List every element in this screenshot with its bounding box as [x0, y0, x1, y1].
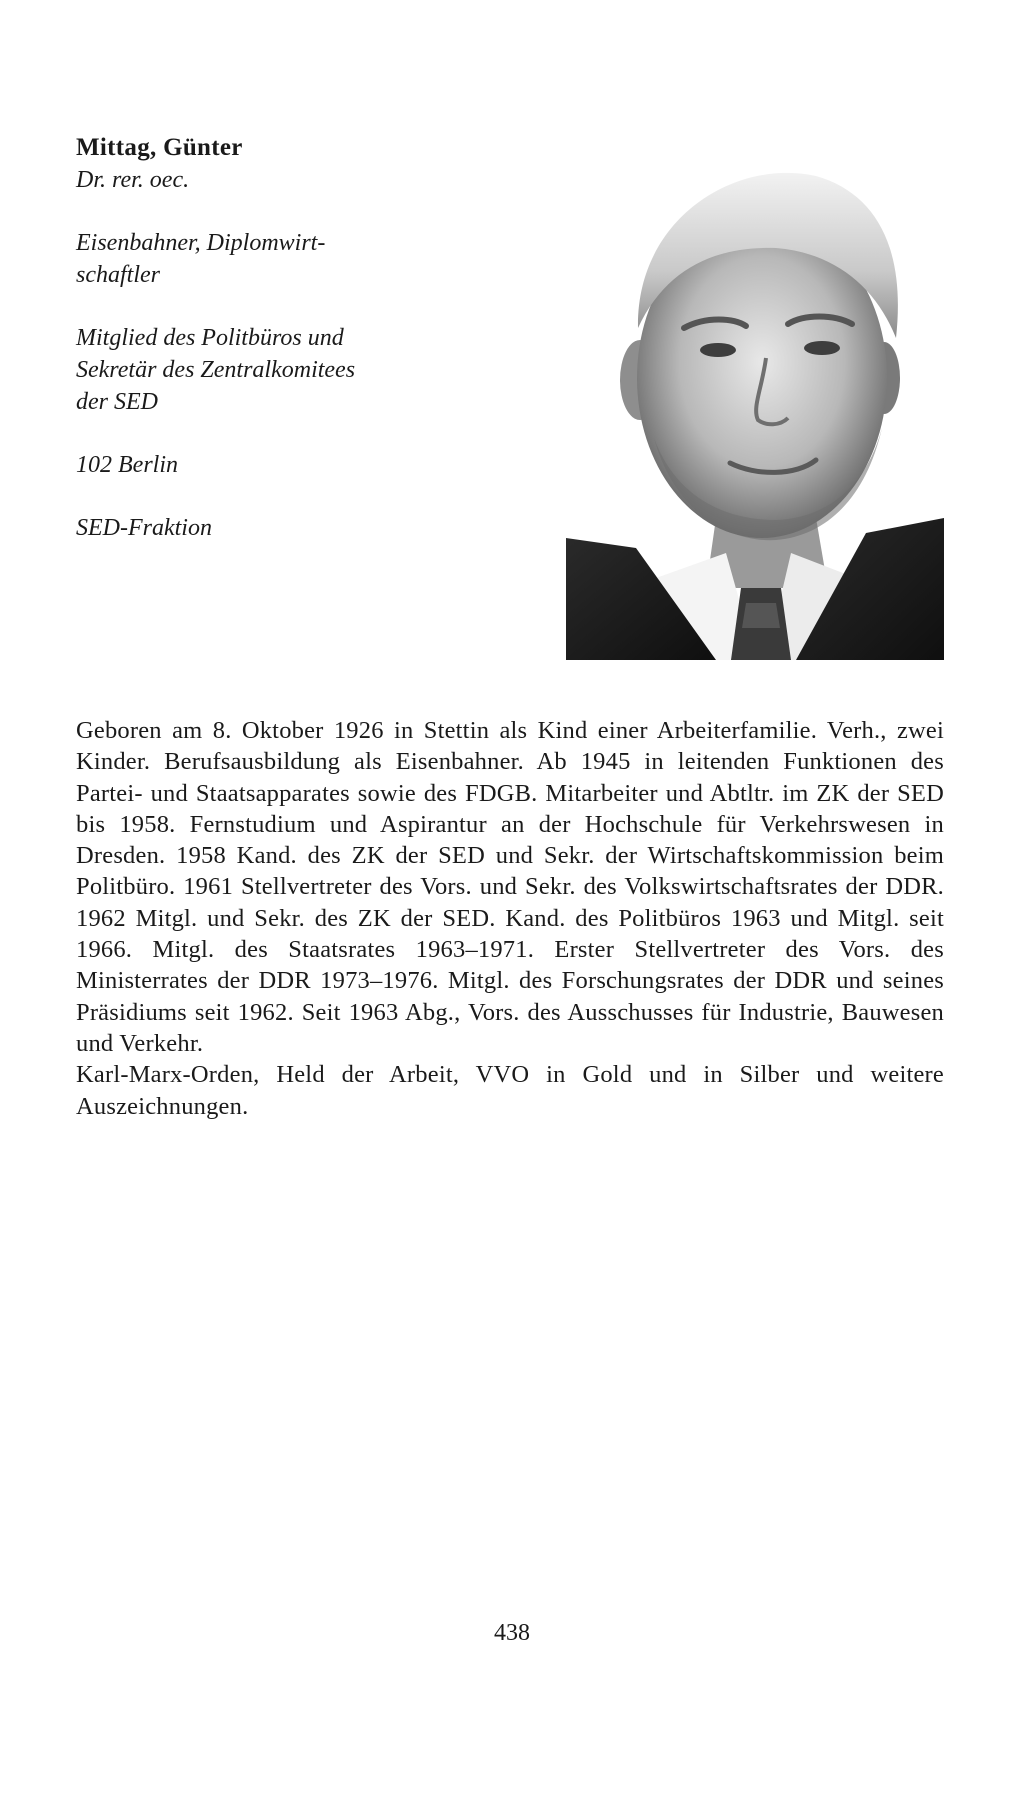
biography-paragraph: Geboren am 8. Oktober 1926 in Stettin als Kind einer Arbeiterfamilie. Verh., zwei Kinder. Berufsausbildung als Eisenbahner. Ab 1945 in leitenden Funktionen des Partei- und Staatsapparates sowie des FDGB. Mitarbeiter und Abtltr. im ZK der SED bis 1958. Fernstudium und Aspirantur an der Hochschule für Verkehrswesen in Dresden. 1958 Kand. des ZK der SED und Sekr. der Wirtschaftskommission beim Politbüro. 1961 Stellvertreter des Vors. und Sekr. des Volkswirtschaftsrates der DDR. 1962 Mitgl. und Sekr. des ZK der SED. Kand. des Politbüros 1963 und Mitgl. seit 1966. Mitgl. des Staatsrates 1963–1971. Erster Stellvertreter des Vors. des Ministerrates der DDR 1973–1976. Mitgl. des Forschungsrates der DDR und seines Präsidiums seit 1962. Seit 1963 Abg., Vors. des Ausschusses für Industrie, Bauwesen und Verkehr. [76, 717, 944, 1057]
biography [76, 715, 944, 1122]
profession-line: schaftler [76, 262, 160, 288]
page-number: 438 [494, 1620, 530, 1646]
position-line: Sekretär des Zentralkomitees [76, 357, 356, 383]
location: 102 Berlin [76, 452, 178, 478]
profession-line: Eisenbahner, Diplomwirt- [76, 230, 326, 256]
faction: SED-Fraktion [76, 515, 212, 541]
position-line: der SED [76, 389, 158, 415]
entry-header [76, 132, 496, 544]
academic-title: Dr. rer. oec. [76, 167, 190, 193]
portrait-image [566, 158, 944, 660]
profession-block [76, 227, 496, 291]
person-name: Mittag, Günter [76, 134, 243, 161]
biography-paragraph: Karl-Marx-Orden, Held der Arbeit, VVO in Gold und in Silber und weitere Auszeichnungen. [76, 1061, 944, 1120]
positions-block [76, 322, 496, 418]
portrait-photo [566, 158, 944, 660]
position-line: Mitglied des Politbüros und [76, 325, 344, 351]
